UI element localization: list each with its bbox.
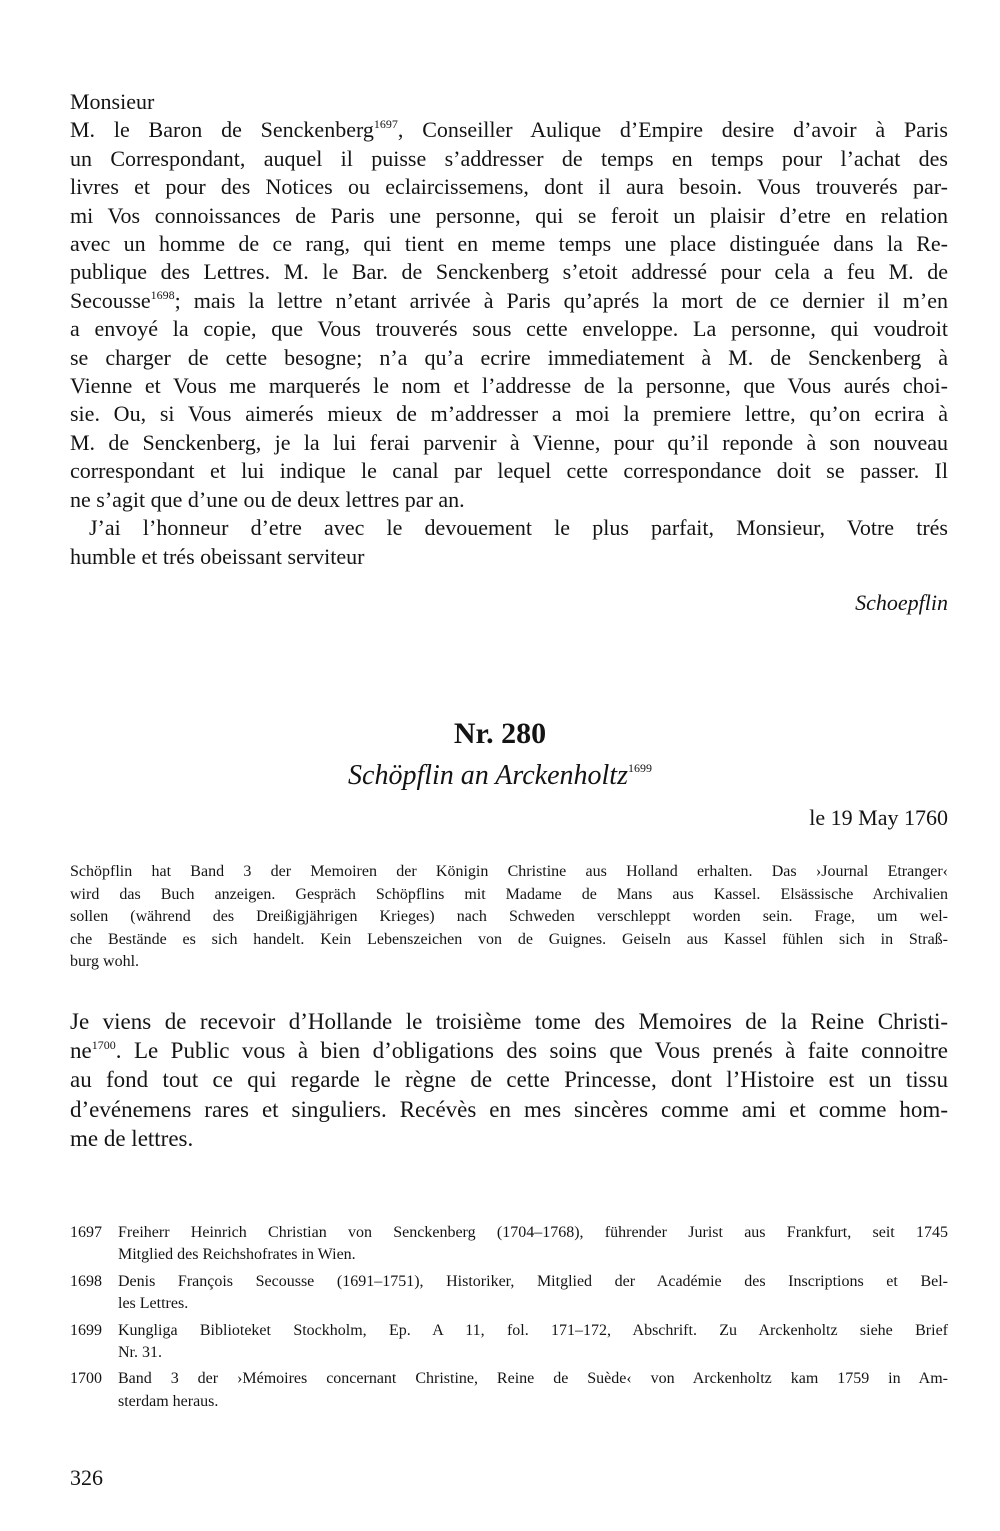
summary-line: che Bestände es sich handelt. Kein Lebenszeichen von de Guignes. Geiseln aus Kassel fühlen sich in Straß- — [70, 930, 948, 948]
summary-line: burg wohl. — [70, 953, 140, 970]
closing-line: humble et trés obeissant serviteur — [70, 543, 365, 569]
footnote-ref-1700: 1700 — [91, 1038, 116, 1053]
footnote-text: Freiherr Heinrich Christian von Senckenberg (1704–1768), führender Jurist aus Frankfurt, seit 1745 — [118, 1224, 948, 1241]
summary-line: Schöpflin hat Band 3 der Memoiren der Königin Christine aus Holland erhalten. Das ›Journal Etranger‹ — [70, 863, 948, 880]
letter-summary — [70, 861, 948, 974]
text-line: Vienne et Vous me marquerés le nom et l’addresse de la personne, que Vous aurés choi- — [70, 373, 948, 399]
text-line: au fond tout ce qui regarde le règne de cette Princesse, dont l’Histoire est un tissu — [70, 1067, 948, 1093]
letter-date: le 19 May 1760 — [809, 805, 948, 830]
text-line: avec un homme de ce rang, qui tient en meme temps une place distinguée dans la Re- — [70, 231, 948, 257]
footnote-text: Mitglied des Reichshofrates in Wien. — [118, 1246, 356, 1264]
footnote — [70, 1368, 948, 1413]
footnote-text: Denis François Secousse (1691–1751), Historiker, Mitglied der Académie des Inscriptions et Bel- — [118, 1272, 948, 1290]
text-line: M. de Senckenberg, je la lui ferai parvenir à Vienne, pour qu’il reponde à son nouveau — [70, 429, 948, 455]
summary-line: wird das Buch anzeigen. Gespräch Schöpflins mit Madame de Mans aus Kassel. Elsässische Archivalien — [70, 885, 948, 903]
text-line: un Correspondant, auquel il puisse s’addresser de temps en temps pour l’achat des — [70, 145, 948, 171]
text-line: mi Vos connoissances de Paris une personne, qui se feroit un plaisir d’etre en relation — [70, 202, 948, 228]
text-line: M. le Baron de Senckenberg$^{1697}$, Conseiller Aulique d’Empire desire d’avoir à Paris — [70, 117, 948, 143]
salutation: Monsieur — [70, 89, 155, 114]
text-line: se charger de cette besogne; n’a qu’a ecrire immediatement à M. de Senckenberg à — [70, 344, 948, 370]
footnote-number: 1699 — [70, 1321, 102, 1339]
footnotes — [70, 1222, 948, 1417]
letter-1-body — [70, 88, 948, 571]
footnote-text: les Lettres. — [118, 1295, 189, 1313]
footnote-number: 1700 — [70, 1370, 102, 1388]
text-line: a envoyé la copie, que Vous trouverés sous cette enveloppe. La personne, qui voudroit — [70, 316, 948, 342]
text-line: d’evénemens rares et singuliers. Recévès en mes sincères comme ami et comme hom- — [70, 1096, 948, 1122]
text-line: Secousse$^{1698}$; mais la lettre n’etant arrivée à Paris qu’aprés la mort de ce dernier il m’en — [70, 287, 948, 313]
text-line: sie. Ou, si Vous aimerés mieux de m’addresser a moi la premiere lettre, qu’on ecrira à — [70, 401, 948, 427]
page-number: 326 — [70, 1465, 103, 1490]
footnote-text: Nr. 31. — [118, 1344, 162, 1362]
text-line: me de lettres. — [70, 1125, 194, 1151]
footnote-ref-1697: 1697 — [373, 117, 398, 132]
footnote-number: 1697 — [70, 1224, 102, 1241]
letter-number: Nr. 280 — [453, 717, 547, 750]
footnote-text: sterdam heraus. — [118, 1392, 219, 1410]
text-line: Je viens de recevoir d’Hollande le troisième tome des Memoires de la Reine Christi- — [70, 1009, 948, 1034]
signature: Schoepflin — [855, 590, 948, 615]
footnote-ref-1698: 1698 — [150, 287, 175, 302]
text-line: livres et pour des Notices ou eclaircissemens, dont il aura besoin. Vous trouverés par- — [70, 174, 948, 200]
letter-2-body — [70, 1007, 948, 1153]
text-line: publique des Lettres. M. le Bar. de Senckenberg s’etoit addressé pour cela a feu M. de — [70, 259, 948, 285]
letter-title: Schöpflin an Arckenholtz$^{1699}$ — [348, 760, 652, 791]
footnote — [70, 1320, 948, 1365]
summary-line: sollen (während des Dreißigjährigen Krieges) nach Schweden verschleppt worden sein. Frage, um wel- — [70, 908, 948, 925]
text-line: ne s’agit que d’une ou de deux lettres par an. — [70, 486, 465, 512]
text-line: $ne^{1700}$. Le Public vous à bien d’obligations des soins que Vous prenés à faite connoitre — [70, 1038, 948, 1064]
footnote — [70, 1271, 948, 1316]
footnote — [70, 1222, 948, 1267]
footnote-text: Band 3 der ›Mémoires concernant Christine, Reine de Suède‹ von Arckenholtz kam 1759 in Am- — [118, 1370, 948, 1388]
footnote-text: Kungliga Biblioteket Stockholm, Ep. A 11, fol. 171–172, Abschrift. Zu Arckenholtz siehe Brief — [118, 1321, 948, 1339]
footnote-number: 1698 — [70, 1272, 102, 1290]
closing-line: J’ai l’honneur d’etre avec le devouement le plus parfait, Monsieur, Votre trés — [89, 515, 948, 541]
text-line: correspondant et lui indique le canal par lequel cette correspondance doit se passer. Il — [70, 458, 948, 484]
footnote-ref-1699: 1699 — [627, 761, 652, 775]
